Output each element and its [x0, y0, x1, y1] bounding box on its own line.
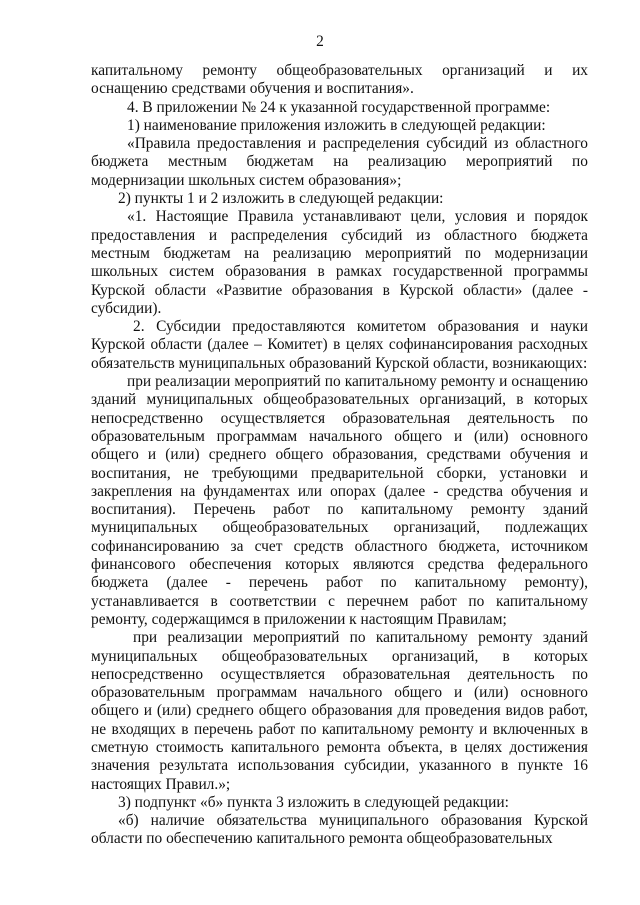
paragraph-rule-1: «1. Настоящие Правила устанавливают цели, условия и порядок предоставления и распределения субсидий из областного бюджета местным бюджетам на реализацию мероприятий по модернизации школьных систем образования в рамках государственной программы Курской области «Развитие образования в Курской области» (далее - субсидии). — [91, 208, 588, 317]
paragraph-subitem-2: 2) пункты 1 и 2 изложить в следующей редакции: — [118, 190, 444, 208]
paragraph-rules-title: «Правила предоставления и распределения субсидий из областного бюджета местным бюджетам на реализацию мероприятий по модернизации школьных систем образования»; — [91, 135, 588, 189]
paragraph-rule-2-case-b: при реализации мероприятий по капитальному ремонту зданий муниципальных общеобразовательных организаций, в которых непосредственно осуществляется образовательная деятельность по образовательным программам начального общего и (или) основного общего и (или) среднего общего образования для проведения видов работ, не входящих в перечень работ по капитальному ремонту и включенных в сметную стоимость капитального ремонта объекта, в целях достижения значения результата использования субсидии, указанного в пункте 16 настоящих Правил.»; — [91, 629, 588, 793]
paragraph-subitem-1: 1) наименование приложения изложить в следующей редакции: — [127, 116, 546, 134]
paragraph-rule-2-case-a: при реализации мероприятий по капитальному ремонту и оснащению зданий муниципальных общеобразовательных организаций, в которых непосредственно осуществляется образовательная деятельность по образовательным программам начального общего и (или) основного общего и (или) среднего общего образования, средствами обучения и воспитания, не требующими предварительной сборки, установки и закрепления на фундаментах или опорах (далее - средства обучения и воспитания). Перечень работ по капитальному ремонту зданий муниципальных общеобразовательных организаций, подлежащих софинансированию за счет средств областного бюджета, источником финансового обеспечения которых являются средства федерального бюджета (далее - перечень работ по капитальному ремонту), устанавливается в соответствии с перечнем работ по капитальному ремонту, содержащимся в приложении к настоящим Правилам; — [91, 373, 588, 628]
paragraph-rule-2: 2. Субсидии предоставляются комитетом образования и науки Курской области (далее – Комитет) в целях софинансирования расходных обязательств муниципальных образований Курской области, возникающих: — [91, 318, 588, 372]
paragraph-subitem-3: 3) подпункт «б» пункта 3 изложить в следующей редакции: — [118, 793, 509, 811]
paragraph-subpoint-b: «б) наличие обязательства муниципального образования Курской области по обеспечению капитального ремонта общеобразовательных — [91, 812, 588, 848]
paragraph-continuation: капитальному ремонту общеобразовательных организаций и их оснащению средствами обучения и воспитания». — [91, 62, 588, 98]
paragraph-item-4: 4. В приложении № 24 к указанной государственной программе: — [127, 98, 551, 116]
document-body — [91, 62, 588, 849]
page-number: 2 — [316, 33, 324, 50]
